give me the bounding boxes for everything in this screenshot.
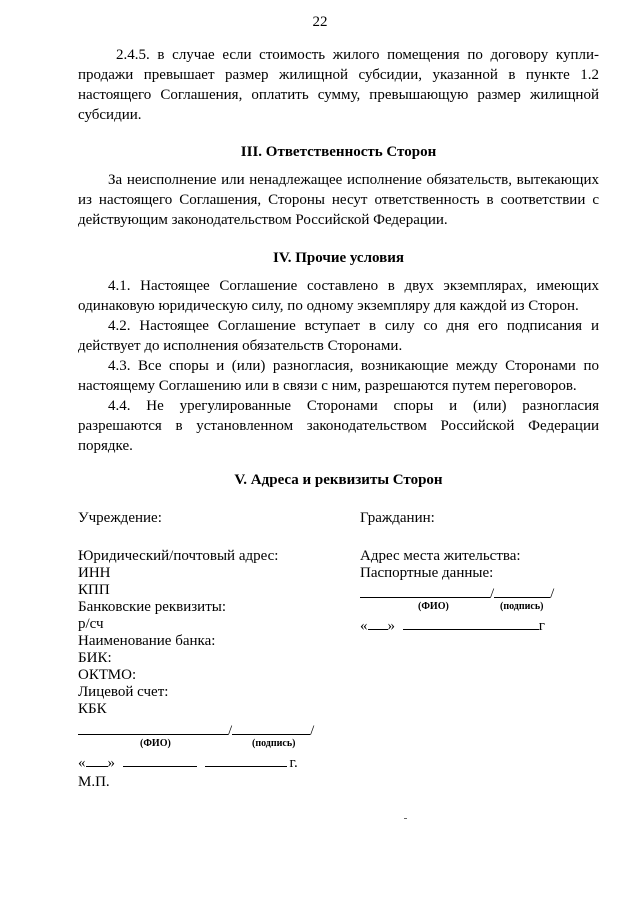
party-details: [78, 508, 599, 848]
bank-details-label: Банковские реквизиты:: [78, 599, 227, 615]
personal-account-label: Лицевой счет:: [78, 684, 169, 700]
section-3-text: За неисполнение или ненадлежащее исполнение обязательств, вытекающих из настоящего Соглашения, Стороны несут ответственность в соответствии с действующим законодательством Российской Федерации.: [78, 172, 599, 228]
section-5-heading: V. Адреса и реквизиты Сторон: [234, 472, 443, 488]
signature-caption: (подпись): [500, 601, 544, 612]
fio-blank: [78, 720, 228, 735]
citizen-date-line: « » г: [360, 615, 600, 635]
kbk-label: КБК: [78, 701, 107, 717]
citizen-title: Гражданин:: [360, 510, 435, 526]
day-blank: [86, 752, 108, 767]
signature-blank: [232, 720, 310, 735]
citizen-address-label: Адрес места жительства:: [360, 548, 521, 564]
day-blank: [368, 615, 388, 630]
bank-name-label: Наименование банка:: [78, 633, 216, 649]
clause-4-2: 4.2. Настоящее Соглашение вступает в силу со дня его подписания и действует до исполнения обязательств Сторонами.: [78, 318, 599, 354]
signature-caption: (подпись): [252, 738, 296, 749]
fio-blank: [360, 583, 490, 598]
fio-caption: (ФИО): [418, 601, 449, 612]
inn-label: ИНН: [78, 565, 111, 581]
scan-dot: [404, 818, 407, 819]
year-blank: [205, 752, 287, 767]
institution-date-line: « » г.: [78, 752, 328, 772]
slash: /: [310, 723, 315, 739]
page-number: 22: [312, 14, 328, 30]
institution-title: Учреждение:: [78, 510, 162, 526]
document-body: [78, 45, 599, 848]
slash: /: [228, 723, 233, 739]
clause-4-4: 4.4. Не урегулированные Сторонами споры и (или) разногласия разрешаются в установленном законодательством Российской Федерации порядке.: [78, 398, 599, 454]
clause-4-3: 4.3. Все споры и (или) разногласия, возникающие между Сторонами по настоящему Соглашению или в связи с ним, разрешаются путем переговоров.: [78, 358, 599, 394]
month-year-blank: [403, 615, 539, 630]
citizen-signature-captions: [360, 601, 600, 615]
clause-2-4-5: 2.4.5. в случае если стоимость жилого помещения по договору купли-продажи превышает размер жилищной субсидии, указанной в пункте 1.2 настоящего Соглашения, оплатить сумму, превышающую размер жилищной субсидии.: [78, 47, 599, 123]
signature-blank: [494, 583, 550, 598]
kpp-label: КПП: [78, 582, 110, 598]
institution-details: [78, 508, 328, 792]
section-3-heading: III. Ответственность Сторон: [240, 144, 437, 160]
citizen-details: [360, 508, 600, 635]
stamp-label: М.П.: [78, 774, 110, 790]
institution-signature-line: [78, 720, 328, 738]
clause-4-1: 4.1. Настоящее Соглашение составлено в двух экземплярах, имеющих одинаковую юридическую силу, по одному экземпляру для каждой из Сторон.: [78, 278, 599, 314]
month-blank: [123, 752, 197, 767]
citizen-signature-line: / /: [360, 583, 600, 601]
institution-address-label: Юридический/почтовый адрес:: [78, 548, 279, 564]
oktmo-label: ОКТМО:: [78, 667, 137, 683]
fio-caption: (ФИО): [140, 738, 171, 749]
account-label: р/сч: [78, 616, 104, 632]
passport-label: Паспортные данные:: [360, 565, 494, 581]
section-4-heading: IV. Прочие условия: [273, 250, 404, 266]
institution-signature-captions: [78, 738, 328, 752]
bik-label: БИК:: [78, 650, 112, 666]
